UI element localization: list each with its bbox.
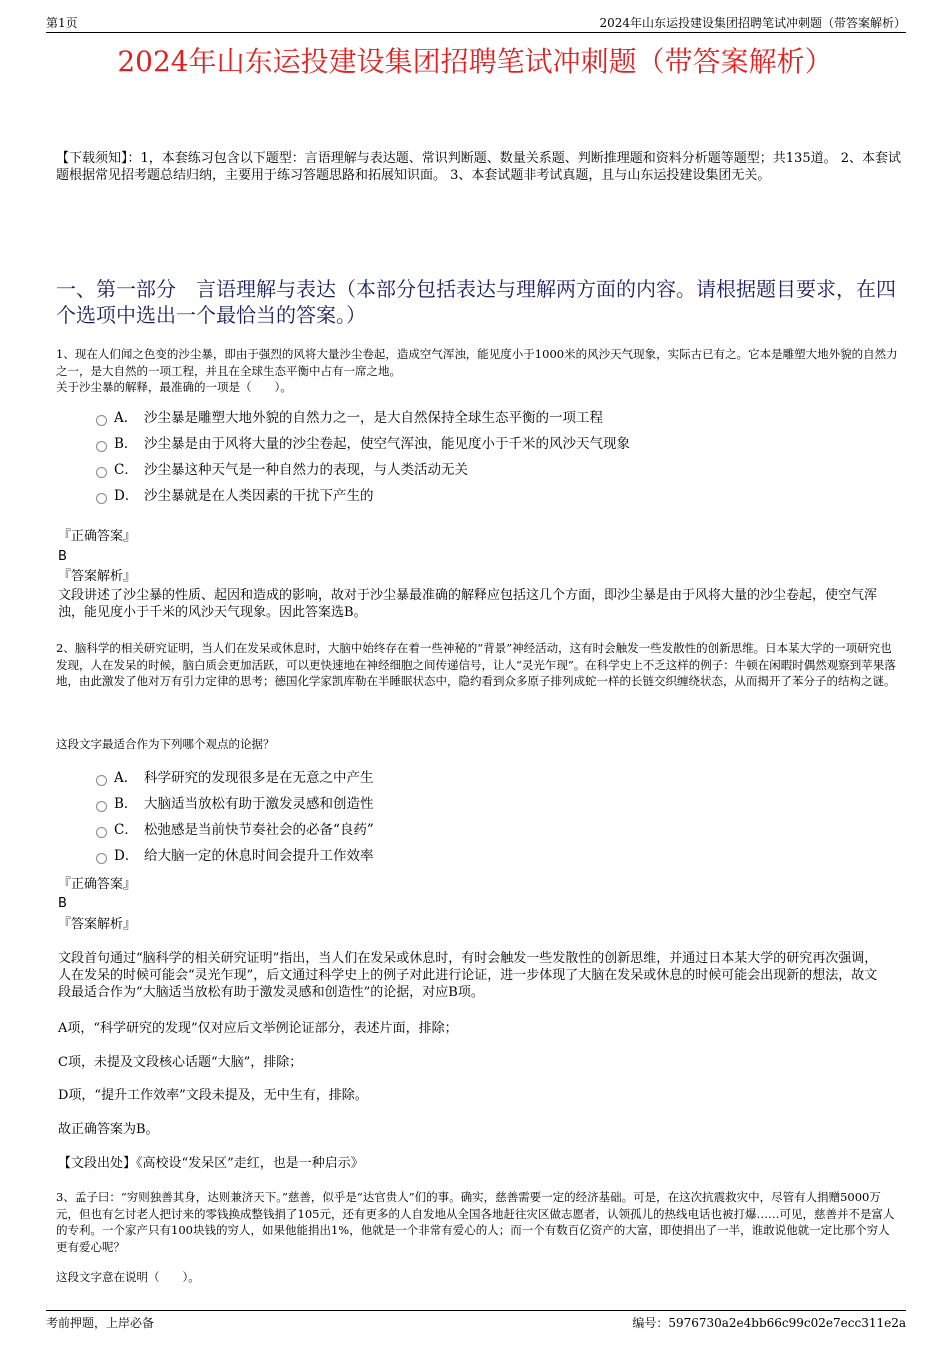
question-2-prompt: 这段文字最适合作为下列哪个观点的论据？	[56, 737, 275, 751]
option-letter: D．	[114, 848, 139, 864]
question-1-answer-label: 『正确答案』	[58, 529, 137, 544]
question-2-answer: B	[58, 896, 67, 911]
question-1-option-a[interactable]	[96, 409, 896, 435]
footer-slogan: 考前押题，上岸必备	[46, 1316, 155, 1330]
radio-button[interactable]	[96, 801, 107, 812]
radio-button[interactable]	[96, 467, 107, 478]
question-2-option-a[interactable]	[96, 769, 896, 795]
page-header	[0, 14, 950, 32]
radio-button[interactable]	[96, 827, 107, 838]
header-doc-title: 2024年山东运投建设集团招聘笔试冲刺题（带答案解析）	[599, 16, 906, 30]
option-letter: B．	[114, 436, 138, 452]
question-2-option-b[interactable]	[96, 795, 896, 821]
question-2-analysis-main: 文段首句通过“脑科学的相关研究证明”指出，当人们在发呆或休息时，有时会触发一些发散性的创新思维，并通过日本某大学的研究再次强调，人在发呆的时候可能会“灵光乍现”，后文通过科学史上的例子对此进行论证，进一步体现了大脑在发呆或休息的时候可能会出现新的想法，故文段最适合作为“大脑适当放松有助于激发灵感和创造性”的论据，对应B项。	[58, 951, 878, 1000]
radio-button[interactable]	[96, 415, 107, 426]
question-2-analysis-label: 『答案解析』	[58, 917, 137, 932]
question-2-stem: 2、脑科学的相关研究证明，当人们在发呆或休息时，大脑中始终存在着一些神秘的“背景”神经活动，这有时会触发一些发散性的创新思维。日本某大学的一项研究也发现，人在发呆的时候，脑白质会更加活跃，可以更快速地在神经细胞之间传递信号，让人“灵光乍现”。在科学史上不乏这样的例子：牛顿在闲暇时偶然观察到苹果落地，由此激发了他对万有引力定律的思考；德国化学家凯库勒在半睡眠状态中，隐约看到众多原子排列成蛇一样的长链交织缠绕状态，从而揭开了苯分子的结构之谜。	[56, 641, 896, 688]
question-1-analysis: 文段讲述了沙尘暴的性质、起因和造成的影响，故对于沙尘暴最准确的解释应包括这几个方面，即沙尘暴是由于风将大量的沙尘卷起，使空气浑浊，能见度小于千米的风沙天气现象。因此答案选B。	[58, 588, 878, 620]
question-1-analysis-label: 『答案解析』	[58, 569, 137, 584]
radio-button[interactable]	[96, 853, 107, 864]
question-2-answer-label: 『正确答案』	[58, 877, 137, 892]
footer-divider	[46, 1310, 906, 1311]
option-letter: A．	[114, 410, 138, 426]
question-3-stem: 3、孟子曰：“穷则独善其身，达则兼济天下。”慈善，似乎是“达官贵人”们的事。确实，慈善需要一定的经济基础。可是，在这次抗震救灾中，尽管有人捐赠5000万元，但也有乞讨老人把讨来的零钱换成整钱捐了105元，还有更多的人自发地从全国各地赶往灾区做志愿者，认领孤儿的热线电话也被打爆……可见，慈善并不是富人的专利。一个家产只有100块钱的穷人，如果他能捐出1%，他就是一个非常有爱心的人；而一个有数百亿资产的大富，即使捐出了一半，谁敢说他就一定比那个穷人更有爱心呢？	[56, 1190, 895, 1254]
option-letter: A．	[114, 770, 138, 786]
question-2-conclusion: 故正确答案为B。	[58, 1122, 159, 1137]
question-2-analysis-option-c: C项，未提及文段核心话题“大脑”，排除；	[58, 1055, 303, 1070]
question-2-options	[96, 769, 896, 873]
header-divider	[46, 32, 906, 33]
option-text: 松弛感是当前快节奏社会的必备“良药”	[144, 822, 374, 838]
option-letter: C．	[114, 822, 138, 838]
option-text: 沙尘暴是由于风将大量的沙尘卷起，使空气浑浊，能见度小于千米的风沙天气现象	[144, 436, 630, 452]
option-text: 大脑适当放松有助于激发灵感和创造性	[144, 796, 374, 812]
question-1-option-d[interactable]	[96, 487, 896, 513]
option-letter: D．	[114, 488, 139, 504]
download-notice: 【下载须知】：1，本套练习包含以下题型：言语理解与表达题、常识判断题、数量关系题、判断推理题和资料分析题等题型；共135道。 2、本套试题根据常见招考题总结归纳，主要用于练习答题思路和拓展知识面。 3、本套试题非考试真题，且与山东运投建设集团无关。	[56, 151, 901, 183]
question-1-stem: 1、现在人们闻之色变的沙尘暴，即由于强烈的风将大量沙尘卷起，造成空气浑浊，能见度小于1000米的风沙天气现象，实际古已有之。它本是雕塑大地外貌的自然力之一，是大自然的一项工程，并且在全球生态平衡中占有一席之地。	[56, 347, 898, 378]
option-letter: C．	[114, 462, 138, 478]
option-text: 沙尘暴是雕塑大地外貌的自然力之一，是大自然保持全球生态平衡的一项工程	[144, 410, 603, 426]
option-text: 给大脑一定的休息时间会提升工作效率	[144, 848, 374, 864]
question-1-option-b[interactable]	[96, 435, 896, 461]
question-3-prompt: 这段文字意在说明（ ）。	[56, 1270, 200, 1284]
option-text: 沙尘暴这种天气是一种自然力的表现，与人类活动无关	[144, 462, 468, 478]
radio-button[interactable]	[96, 441, 107, 452]
question-2-analysis-option-a: A项，“科学研究的发现”仅对应后文举例论证部分，表述片面，排除；	[58, 1021, 458, 1036]
question-2-option-c[interactable]	[96, 821, 896, 847]
radio-button[interactable]	[96, 493, 107, 504]
question-2-option-d[interactable]	[96, 847, 896, 873]
question-1-prompt: 关于沙尘暴的解释，最准确的一项是（ ）。	[56, 380, 292, 394]
question-1-answer: B	[58, 549, 67, 564]
question-1-options	[96, 409, 896, 513]
page-title: 2024年山东运投建设集团招聘笔试冲刺题（带答案解析）	[117, 45, 833, 78]
question-1-option-c[interactable]	[96, 461, 896, 487]
question-2-analysis-option-d: D项，“提升工作效率”文段未提及，无中生有，排除。	[58, 1088, 368, 1103]
option-text: 沙尘暴就是在人类因素的干扰下产生的	[144, 488, 374, 504]
question-2-source: 【文段出处】《高校设“发呆区”走红，也是一种启示》	[58, 1156, 364, 1171]
page-number: 第1页	[46, 16, 78, 30]
option-letter: B．	[114, 796, 138, 812]
section-heading: 一、第一部分 言语理解与表达（本部分包括表达与理解两方面的内容。请根据题目要求，在四个选项中选出一个最恰当的答案。）	[56, 277, 896, 327]
radio-button[interactable]	[96, 775, 107, 786]
footer-document-id: 编号：5976730a2e4bb66c99c02e7ecc311e2a	[632, 1316, 906, 1330]
option-text: 科学研究的发现很多是在无意之中产生	[144, 770, 374, 786]
